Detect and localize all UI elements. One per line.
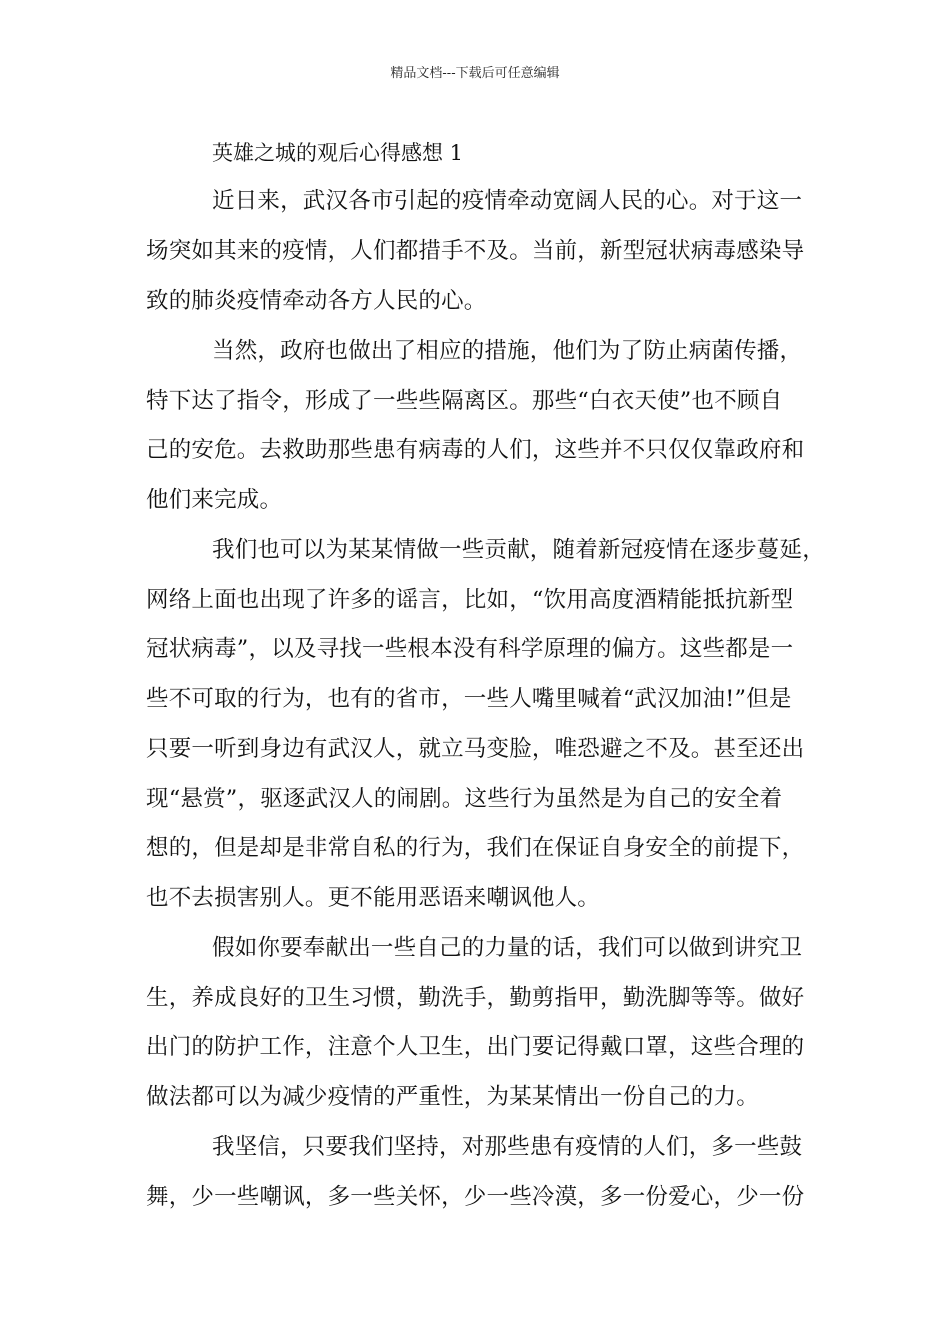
text-line: 我们也可以为某某情做一些贡献，随着新冠疫情在逐步蔓延， (212, 537, 825, 563)
document-title: 英雄之城的观后心得感想 1 (212, 141, 464, 165)
text-line: 我坚信，只要我们坚持，对那些患有疫情的人们，多一些鼓 (212, 1134, 803, 1160)
text-line: 网络上面也出现了许多的谣言，比如，“饮用高度酒精能抵抗新型 (146, 587, 794, 613)
text-line: 假如你要奉献出一些自己的力量的话，我们可以做到讲究卫 (212, 935, 803, 961)
text-line: 做法都可以为减少疫情的严重性，为某某情出一份自己的力。 (146, 1084, 759, 1110)
text-line: 他们来完成。 (146, 487, 283, 513)
page-header: 精品文档---下载后可任意编辑 (390, 66, 560, 81)
text-line: 出门的防护工作，注意个人卫生，出门要记得戴口罩，这些合理的 (146, 1034, 805, 1060)
text-line: 生，养成良好的卫生习惯，勤洗手，勤剪指甲，勤洗脚等等。做好 (146, 985, 805, 1011)
text-line: 冠状病毒”，以及寻找一些根本没有科学原理的偏方。这些都是一 (146, 636, 794, 662)
text-line: 只要一听到身边有武汉人，就立马变脸，唯恐避之不及。甚至还出 (146, 736, 805, 762)
text-line: 现“悬赏”，驱逐武汉人的闹剧。这些行为虽然是为自己的安全着 (146, 786, 783, 812)
text-line: 想的，但是却是非常自私的行为，我们在保证自身安全的前提下， (146, 835, 805, 861)
text-line: 致的肺炎疫情牵动各方人民的心。 (146, 288, 487, 314)
text-line: 近日来，武汉各市引起的疫情牵动宽阔人民的心。对于这一 (212, 188, 803, 214)
text-line: 场突如其来的疫情，人们都措手不及。当前，新型冠状病毒感染导 (146, 238, 805, 264)
text-line: 些不可取的行为，也有的省市，一些人嘴里喊着“武汉加油!”但是 (146, 686, 792, 712)
text-line: 特下达了指令，形成了一些些隔离区。那些“白衣天使”也不顾自 (146, 388, 783, 414)
text-line: 己的安危。去救助那些患有病毒的人们，这些并不只仅仅靠政府和 (146, 437, 805, 463)
text-line: 舞，少一些嘲讽，多一些关怀，少一些冷漠，多一份爱心，少一份 (146, 1184, 805, 1210)
text-line: 也不去损害别人。更不能用恶语来嘲讽他人。 (146, 885, 601, 911)
text-line: 当然，政府也做出了相应的措施，他们为了防止病菌传播， (212, 338, 803, 364)
